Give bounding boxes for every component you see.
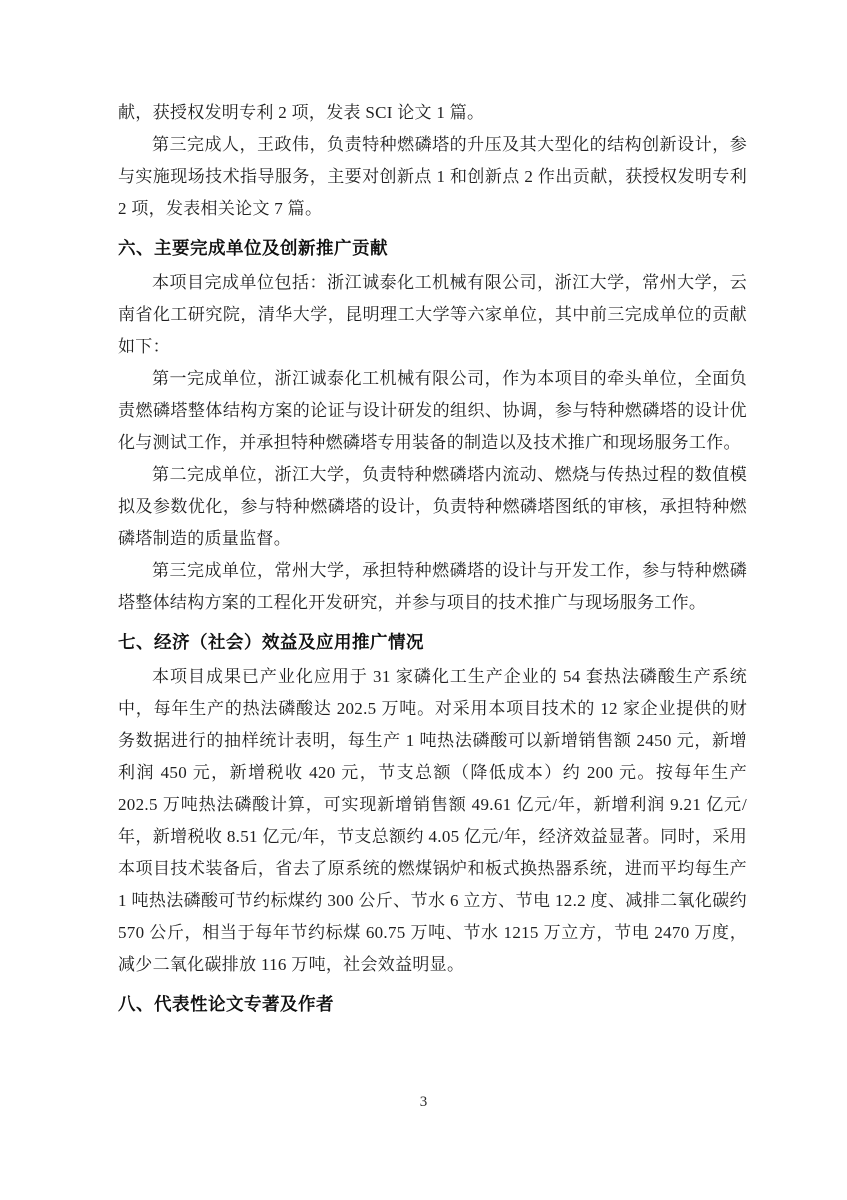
body-paragraph-person3: 第三完成人，王政伟，负责特种燃磷塔的升压及其大型化的结构创新设计，参与实施现场技术指导服务，主要对创新点 1 和创新点 2 作出贡献，获授权发明专利 2 项，发表相关论文 7 篇。 [118,135,747,218]
body-paragraph-economic-benefit: 本项目成果已产业化应用于 31 家磷化工生产企业的 54 套热法磷酸生产系统中，每年生产的热法磷酸达 202.5 万吨。对采用本项目技术的 12 家企业提供的财务数据进行的抽样统计表明，每生产 1 吨热法磷酸可以新增销售额 2450 元，新增利润 450 元，新增税收 420 元，节支总额（降低成本）约 200 元。按每年生产 202.5 万吨热法磷酸计算，可实现新增销售额 49.61 亿元/年，新增利润 9.21 亿元/年，新增税收 8.51 亿元/年，节支总额约 4.05 亿元/年，经济效益显著。同时，采用本项目技术装备后，省去了原系统的燃煤锅炉和板式换热器系统，进而平均每生产 1 吨热法磷酸可节约标煤约 300 公斤、节水 6 立方、节电 12.2 度、减排二氧化碳约 570 公斤，相当于每年节约标煤 60.75 万吨、节水 1215 万立方，节电 2470 万度，减少二氧化碳排放 116 万吨，社会效益明显。 [118,667,747,974]
section-heading-6: 六、主要完成单位及创新推广贡献 [118,238,388,258]
continuation-paragraph: 献，获授权发明专利 2 项，发表 SCI 论文 1 篇。 [118,103,485,122]
body-paragraph-units-overview: 本项目完成单位包括：浙江诚泰化工机械有限公司，浙江大学，常州大学，云南省化工研究院，清华大学，昆明理工大学等六家单位，其中前三完成单位的贡献如下： [118,273,747,356]
body-paragraph-unit3: 第三完成单位，常州大学，承担特种燃磷塔的设计与开发工作，参与特种燃磷塔整体结构方案的工程化开发研究，并参与项目的技术推广与现场服务工作。 [118,561,747,612]
body-paragraph-unit2: 第二完成单位，浙江大学，负责特种燃磷塔内流动、燃烧与传热过程的数值模拟及参数优化，参与特种燃磷塔的设计，负责特种燃磷塔图纸的审核，承担特种燃磷塔制造的质量监督。 [118,465,747,548]
section-heading-7: 七、经济（社会）效益及应用推广情况 [118,632,424,652]
page-number: 3 [419,1094,428,1110]
section-heading-8: 八、代表性论文专著及作者 [118,994,334,1014]
body-paragraph-unit1: 第一完成单位，浙江诚泰化工机械有限公司，作为本项目的牵头单位，全面负责燃磷塔整体结构方案的论证与设计研发的组织、协调，参与特种燃磷塔的设计优化与测试工作，并承担特种燃磷塔专用装备的制造以及技术推广和现场服务工作。 [118,369,747,452]
